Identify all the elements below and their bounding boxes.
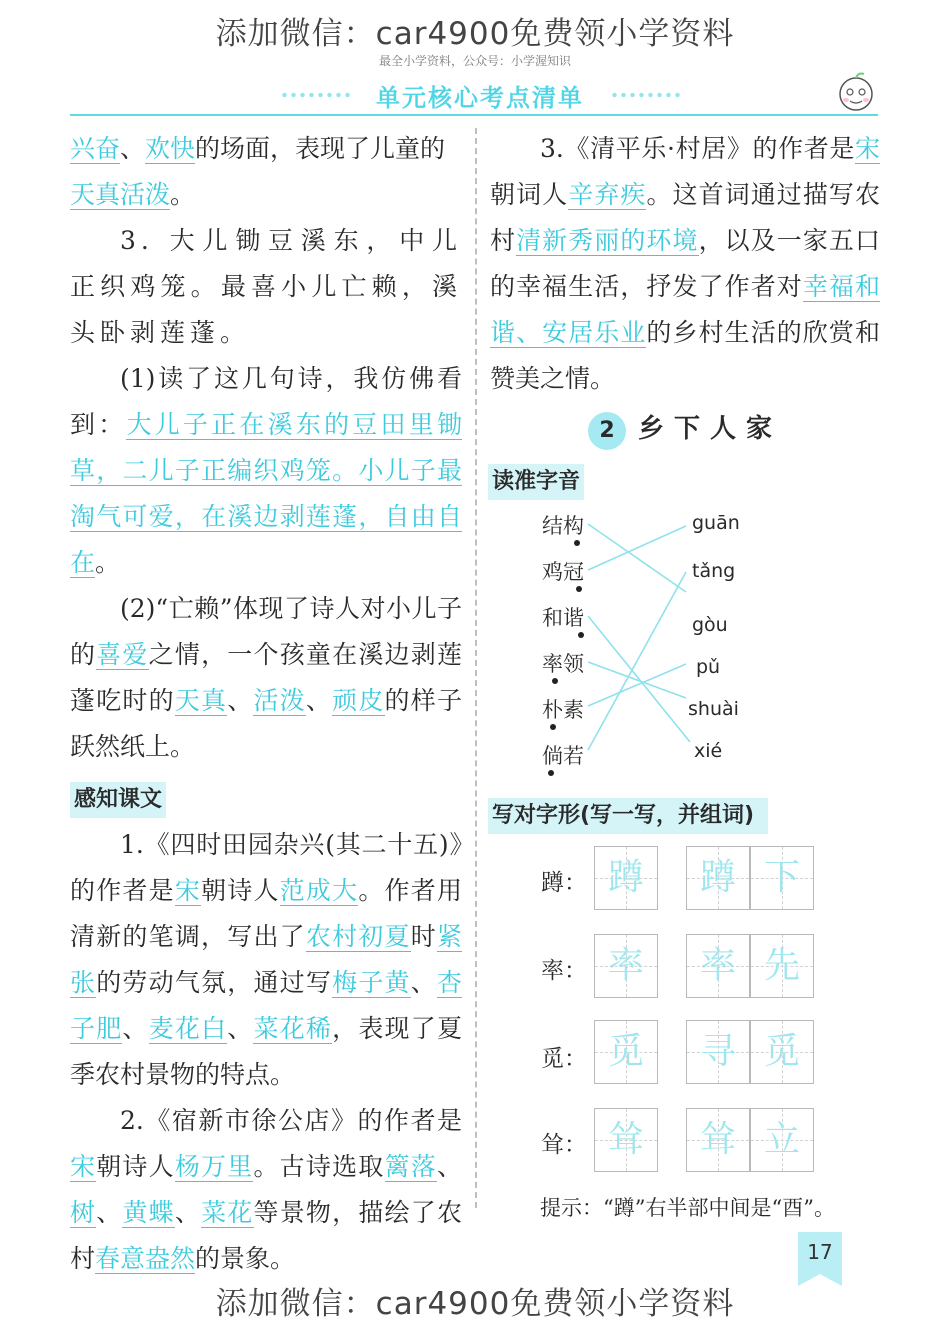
text: ，以及一家五口的幸福生活，抒发了作者对 xyxy=(490,226,880,301)
text: 时 xyxy=(410,922,437,951)
poem-lines: 3. 大儿锄豆溪东，中儿正织鸡笼。最喜小儿亡赖，溪头卧剥莲蓬。 xyxy=(70,226,462,347)
word-char: 先 xyxy=(763,945,800,986)
answer: 幸福和谐、安居乐业 xyxy=(490,272,880,347)
word-text: 和谐 xyxy=(542,606,584,630)
answer: 活泼 xyxy=(253,686,306,715)
char-label: 耸： xyxy=(541,1132,587,1158)
trace-box xyxy=(594,934,658,998)
match-line xyxy=(588,524,686,592)
page-title: 单元核心考点清单 xyxy=(376,84,584,112)
text: 。这首词通过描写农村 xyxy=(490,180,880,255)
text: 的乡村生活的欣赏和赞美之情。 xyxy=(490,318,880,393)
answer: 菜花 xyxy=(201,1198,254,1227)
word-char: 下 xyxy=(763,857,800,898)
text: 3.《清平乐·村居》的作者是 xyxy=(540,134,855,163)
answer: 紧张 xyxy=(70,922,462,997)
word-text: 朴素 xyxy=(542,698,584,722)
answer: 篱落 xyxy=(384,1152,437,1181)
answer: 农村初夏 xyxy=(305,922,411,951)
lesson-number: 2 xyxy=(588,412,626,450)
answer: 辛弃疾 xyxy=(568,180,647,209)
word-box xyxy=(686,1020,750,1084)
word-box xyxy=(750,846,814,910)
text: ，表现了夏季农村景物的特点。 xyxy=(70,1014,462,1089)
trace-char: 蹲 xyxy=(607,857,644,898)
word-char: 耸 xyxy=(699,1119,736,1160)
match-pinyin: guān xyxy=(692,512,740,534)
match-line xyxy=(588,662,686,698)
char-label: 蹲： xyxy=(541,870,587,896)
text: 等景物，描绘了农村 xyxy=(70,1198,462,1273)
watermark-top: 添加微信：car4900免费领小学资料 xyxy=(215,16,735,52)
text: 。作者用清新的笔调，写出了 xyxy=(70,876,462,951)
word-char: 立 xyxy=(763,1119,800,1160)
answer: 杏子肥 xyxy=(70,968,462,1043)
char-label: 率： xyxy=(541,958,587,984)
answer: 范成大 xyxy=(279,876,359,905)
answer: 杨万里 xyxy=(174,1152,254,1181)
word-box xyxy=(750,1020,814,1084)
section-heading-pronunciation: 读准字音 xyxy=(488,464,584,500)
text: 的场面，表现了儿童的 xyxy=(195,134,446,163)
match-pinyin: shuài xyxy=(688,698,739,720)
trace-char: 率 xyxy=(607,945,644,986)
answer: 树 xyxy=(70,1198,97,1227)
trace-box xyxy=(594,1108,658,1172)
text: 2.《宿新市徐公店》的作者是 xyxy=(120,1106,462,1135)
answer: 春意盎然 xyxy=(95,1244,196,1273)
text: 、 xyxy=(436,1152,462,1181)
match-pinyin: pǔ xyxy=(696,656,721,678)
word-char: 蹲 xyxy=(699,857,736,898)
text: 、 xyxy=(96,1198,123,1227)
match-pinyin: gòu xyxy=(692,614,728,636)
trace-char: 耸 xyxy=(607,1119,644,1160)
text: 、 xyxy=(120,134,146,163)
word-text: 倘若 xyxy=(542,744,584,768)
text: 。 xyxy=(170,180,196,209)
page-number: 17 xyxy=(807,1240,833,1264)
answer: 宋 xyxy=(854,134,880,163)
answer: 大儿子正在溪东的豆田里锄草，二儿子正编织鸡笼。小儿子最淘气可爱，在溪边剥莲蓬，自由自在 xyxy=(70,410,462,577)
answer: 麦花白 xyxy=(148,1014,228,1043)
text: 、 xyxy=(410,968,437,997)
word-char: 率 xyxy=(699,945,736,986)
char-label: 觅： xyxy=(541,1046,587,1072)
word-box xyxy=(686,1108,750,1172)
text: 、 xyxy=(122,1014,149,1043)
answer: 菜花稀 xyxy=(253,1014,333,1043)
text: 的劳动气氛，通过写 xyxy=(96,968,333,997)
text: 。古诗选取 xyxy=(253,1152,385,1181)
word-char: 觅 xyxy=(763,1031,800,1072)
match-line xyxy=(588,572,686,750)
text: 。 xyxy=(95,548,121,577)
answer: 黄蝶 xyxy=(122,1198,175,1227)
text: 朝诗人 xyxy=(201,876,280,905)
answer: 宋 xyxy=(174,876,202,905)
match-line xyxy=(588,664,686,706)
word-box xyxy=(750,1108,814,1172)
lesson-name: 乡下人家 xyxy=(637,414,782,444)
watermark-sub: 最全小学资料，公众号：小学渥知识 xyxy=(378,54,571,68)
match-pinyin: tǎng xyxy=(692,560,736,582)
word-box xyxy=(686,846,750,910)
text: 朝诗人 xyxy=(96,1152,175,1181)
word-text: 率领 xyxy=(542,652,584,676)
answer: 喜爱 xyxy=(96,640,149,669)
trace-box xyxy=(594,1020,658,1084)
word-box xyxy=(686,934,750,998)
word-text: 鸡冠 xyxy=(542,560,584,584)
word-text: 结构 xyxy=(542,514,584,538)
watermark-bottom: 添加微信：car4900免费领小学资料 xyxy=(215,1286,735,1322)
text: 的样子跃然纸上。 xyxy=(70,686,462,761)
text: 之情，一个孩童在溪边剥莲蓬吃时的 xyxy=(70,640,462,715)
text: 、 xyxy=(227,686,254,715)
answer: 天真 xyxy=(174,686,228,715)
text: 的景象。 xyxy=(195,1244,296,1273)
hint-text: 提示：“蹲”右半部中间是“酉”。 xyxy=(540,1196,835,1220)
text: 、 xyxy=(174,1198,202,1227)
answer: 清新秀丽的环境 xyxy=(516,226,699,255)
text: 1.《四时田园杂兴(其二十五)》的作者是 xyxy=(70,830,462,905)
word-box xyxy=(750,934,814,998)
text: 、 xyxy=(305,686,333,715)
answer: 兴奋 xyxy=(70,134,121,163)
text: (2)“亡赖”体现了诗人对小儿子的 xyxy=(70,594,462,669)
text: (1)读了这几句诗，我仿佛看到： xyxy=(70,364,462,439)
text: 、 xyxy=(227,1014,254,1043)
match-line xyxy=(588,526,686,570)
answer: 宋 xyxy=(70,1152,97,1181)
text: 朝词人 xyxy=(490,180,569,209)
trace-char: 觅 xyxy=(607,1031,644,1072)
answer: 梅子黄 xyxy=(332,968,411,997)
section-heading-perceive: 感知课文 xyxy=(70,782,166,818)
answer: 顽皮 xyxy=(332,686,385,715)
match-pinyin: xié xyxy=(694,740,723,762)
answer: 天真活泼 xyxy=(70,180,171,209)
word-char: 寻 xyxy=(699,1031,736,1072)
trace-box xyxy=(594,846,658,910)
answer: 欢快 xyxy=(145,134,196,163)
section-heading-glyphs: 写对字形(写一写，并组词) xyxy=(488,798,768,834)
